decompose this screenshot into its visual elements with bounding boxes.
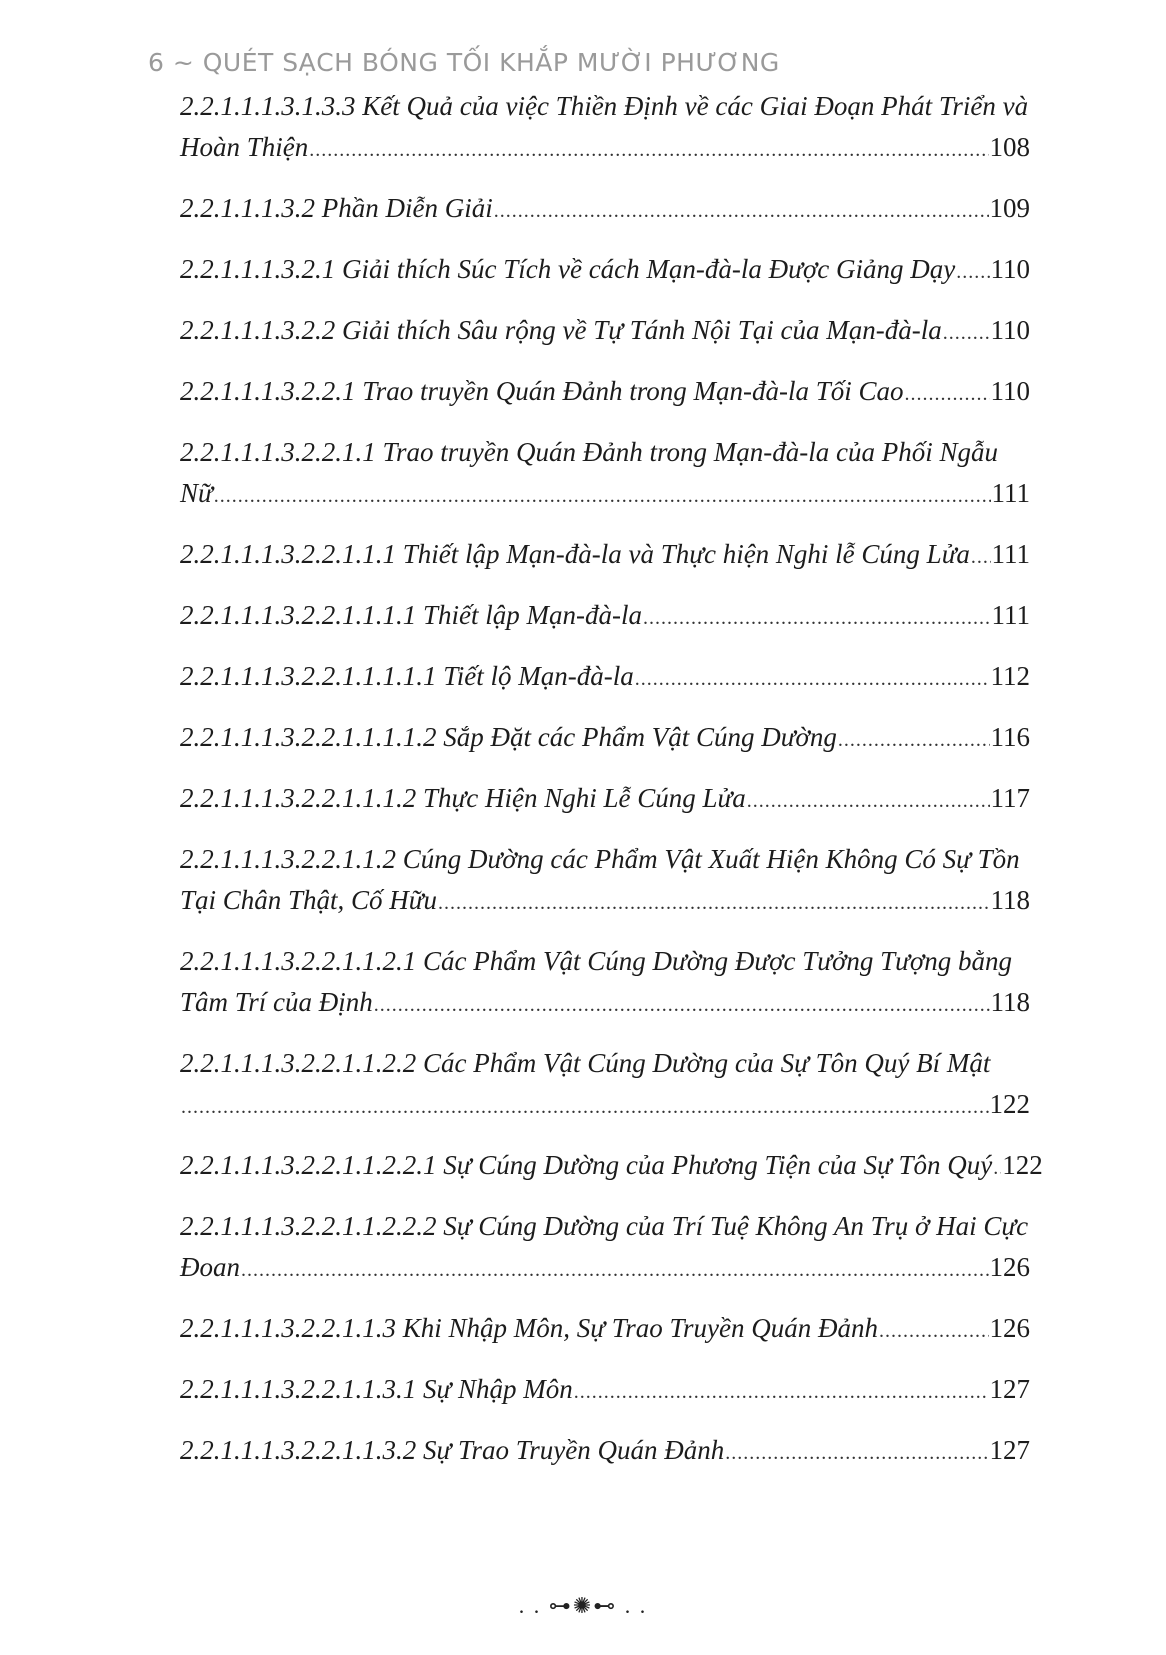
toc-page-number: 111 <box>991 478 1030 508</box>
toc-entry-leader-line <box>180 880 1030 924</box>
toc-entry-title: 2.2.1.1.1.3.2.2.1.1.2.2.1 Sự Cúng Dường của Phương Tiện của Sự Tôn Quý <box>180 1150 993 1180</box>
dot-leader <box>635 659 990 700</box>
dot-leader <box>309 130 988 171</box>
dot-leader <box>879 1311 988 1352</box>
toc-entry-leader-line <box>180 778 1030 822</box>
toc-entry-title-line: 2.2.1.1.1.3.2.2.1.1.2.1 Các Phẩm Vật Cúng Dường Được Tưởng Tượng bằng <box>180 946 1013 976</box>
toc-entry[interactable] <box>180 249 1030 293</box>
toc-entry[interactable] <box>180 941 1030 1026</box>
toc-page-number: 118 <box>990 987 1030 1017</box>
toc-entry[interactable] <box>180 1308 1030 1352</box>
toc-entry-title: 2.2.1.1.1.3.2.2.1.1.1.2 Thực Hiện Nghi Lễ Cúng Lửa <box>180 783 746 813</box>
dot-leader <box>643 598 991 639</box>
dot-leader <box>181 1087 989 1128</box>
toc-entry-title: Nữ <box>180 478 213 508</box>
dot-leader <box>993 1148 1001 1189</box>
toc-entry[interactable] <box>180 656 1030 700</box>
toc-entry-title: 2.2.1.1.1.3.2.2.1 Trao truyền Quán Đảnh trong Mạn-đà-la Tối Cao <box>180 376 904 406</box>
toc-entry[interactable] <box>180 1430 1030 1474</box>
toc-entry-title: 2.2.1.1.1.3.2 Phần Diễn Giải <box>180 193 493 223</box>
dot-leader <box>943 313 990 354</box>
toc-entry-leader-line <box>180 188 1030 232</box>
toc-page-number: 126 <box>989 1252 1030 1282</box>
toc-entry[interactable] <box>180 371 1030 415</box>
toc-entry-title: Tại Chân Thật, Cố Hữu <box>180 885 438 915</box>
toc-entry[interactable] <box>180 432 1030 517</box>
toc-entry-title: Hoàn Thiện <box>180 132 309 162</box>
toc-entry-title: 2.2.1.1.1.3.2.2.1.1.1.1.2 Sắp Đặt các Phẩm Vật Cúng Dường <box>180 722 837 752</box>
toc-entry-title-line: 2.2.1.1.1.3.2.2.1.1.2.2 Các Phẩm Vật Cúng Dường của Sự Tôn Quý Bí Mật <box>180 1048 991 1078</box>
toc-entry-leader-line <box>180 1145 1043 1189</box>
toc-entry-title: 2.2.1.1.1.3.2.2.1.1.3.1 Sự Nhập Môn <box>180 1374 573 1404</box>
toc-page-number: 116 <box>990 722 1030 752</box>
toc-entry-leader-line <box>180 127 1030 171</box>
toc-entry[interactable] <box>180 1145 1043 1189</box>
toc-entry-leader-line <box>180 249 1030 293</box>
table-of-contents <box>180 86 1043 1491</box>
toc-entry-leader-line <box>180 1369 1030 1413</box>
toc-page-number: 111 <box>991 600 1030 630</box>
dot-leader <box>971 537 991 578</box>
toc-page-number: 111 <box>991 539 1030 569</box>
dot-leader <box>438 883 989 924</box>
toc-page-number: 112 <box>990 661 1030 691</box>
dot-leader <box>494 191 989 232</box>
toc-entry-title-line: 2.2.1.1.1.3.2.2.1.1.2.2.2 Sự Cúng Dường của Trí Tuệ Không An Trụ ở Hai Cực <box>180 1211 1029 1241</box>
toc-entry-title: 2.2.1.1.1.3.2.2.1.1.1.1.1 Tiết lộ Mạn-đà-la <box>180 661 634 691</box>
dot-leader <box>374 985 990 1026</box>
toc-entry-leader-line <box>180 1308 1030 1352</box>
toc-entry-leader-line <box>180 1247 1030 1291</box>
toc-page-number: 126 <box>989 1313 1030 1343</box>
toc-entry[interactable] <box>180 1369 1030 1413</box>
toc-entry-title: 2.2.1.1.1.3.2.2.1.1.1.1 Thiết lập Mạn-đà-la <box>180 600 642 630</box>
toc-entry-title-line: 2.2.1.1.1.3.2.2.1.1.2 Cúng Dường các Phẩm Vật Xuất Hiện Không Có Sự Tồn <box>180 844 1020 874</box>
toc-page-number: 110 <box>990 376 1030 406</box>
dot-leader <box>905 374 990 415</box>
toc-entry[interactable] <box>180 1206 1030 1291</box>
toc-entry-title: Tâm Trí của Định <box>180 987 373 1017</box>
running-header: 6 ~ QUÉT SẠCH BÓNG TỐI KHẮP MƯỜI PHƯƠNG <box>148 48 780 77</box>
toc-entry-title: 2.2.1.1.1.3.2.1 Giải thích Súc Tích về cách Mạn-đà-la Được Giảng Dạy <box>180 254 956 284</box>
toc-entry-leader-line <box>180 717 1030 761</box>
toc-page-number: 118 <box>990 885 1030 915</box>
toc-entry-title: Đoan <box>180 1252 240 1282</box>
toc-entry[interactable] <box>180 1043 1030 1128</box>
toc-entry-title-line: 2.2.1.1.1.3.1.3.3 Kết Quả của việc Thiền Định về các Giai Đoạn Phát Triển và <box>180 91 1029 121</box>
toc-entry-title: 2.2.1.1.1.3.2.2.1.1.3 Khi Nhập Môn, Sự Trao Truyền Quán Đảnh <box>180 1313 879 1343</box>
toc-entry-leader-line <box>180 534 1030 578</box>
dot-leader <box>241 1250 989 1291</box>
toc-entry-leader-line <box>180 1430 1030 1474</box>
toc-page-number: 117 <box>990 783 1030 813</box>
toc-entry-title: 2.2.1.1.1.3.2.2 Giải thích Sâu rộng về Tự Tánh Nội Tại của Mạn-đà-la <box>180 315 942 345</box>
toc-page-number: 110 <box>990 315 1030 345</box>
page-ornament: . . ⊶✺⊷ . . <box>518 1593 648 1618</box>
dot-leader <box>725 1433 988 1474</box>
toc-entry[interactable] <box>180 534 1030 578</box>
toc-page-number: 108 <box>989 132 1030 162</box>
toc-page-number: 122 <box>1002 1150 1043 1180</box>
toc-page-number: 127 <box>989 1435 1030 1465</box>
dot-leader <box>838 720 990 761</box>
toc-entry-leader-line <box>180 310 1030 354</box>
toc-entry[interactable] <box>180 86 1030 171</box>
toc-entry[interactable] <box>180 595 1030 639</box>
dot-leader <box>214 476 991 517</box>
toc-entry-leader-line <box>180 656 1030 700</box>
dot-leader <box>747 781 990 822</box>
toc-entry-leader-line <box>180 1084 1030 1128</box>
toc-entry-leader-line <box>180 473 1030 517</box>
toc-entry-title: 2.2.1.1.1.3.2.2.1.1.1 Thiết lập Mạn-đà-la và Thực hiện Nghi lễ Cúng Lửa <box>180 539 970 569</box>
toc-entry[interactable] <box>180 778 1030 822</box>
toc-entry[interactable] <box>180 310 1030 354</box>
toc-entry-leader-line <box>180 371 1030 415</box>
toc-entry-title: 2.2.1.1.1.3.2.2.1.1.3.2 Sự Trao Truyền Quán Đảnh <box>180 1435 725 1465</box>
toc-entry-leader-line <box>180 595 1030 639</box>
toc-entry[interactable] <box>180 839 1030 924</box>
toc-entry-title-line: 2.2.1.1.1.3.2.2.1.1 Trao truyền Quán Đảnh trong Mạn-đà-la của Phối Ngẫu <box>180 437 998 467</box>
toc-entry[interactable] <box>180 188 1030 232</box>
toc-page-number: 110 <box>990 254 1030 284</box>
dot-leader <box>574 1372 989 1413</box>
toc-entry[interactable] <box>180 717 1030 761</box>
toc-entry-leader-line <box>180 982 1030 1026</box>
dot-leader <box>956 252 989 293</box>
toc-page-number: 127 <box>989 1374 1030 1404</box>
toc-page-number: 122 <box>989 1089 1030 1119</box>
toc-page-number: 109 <box>989 193 1030 223</box>
